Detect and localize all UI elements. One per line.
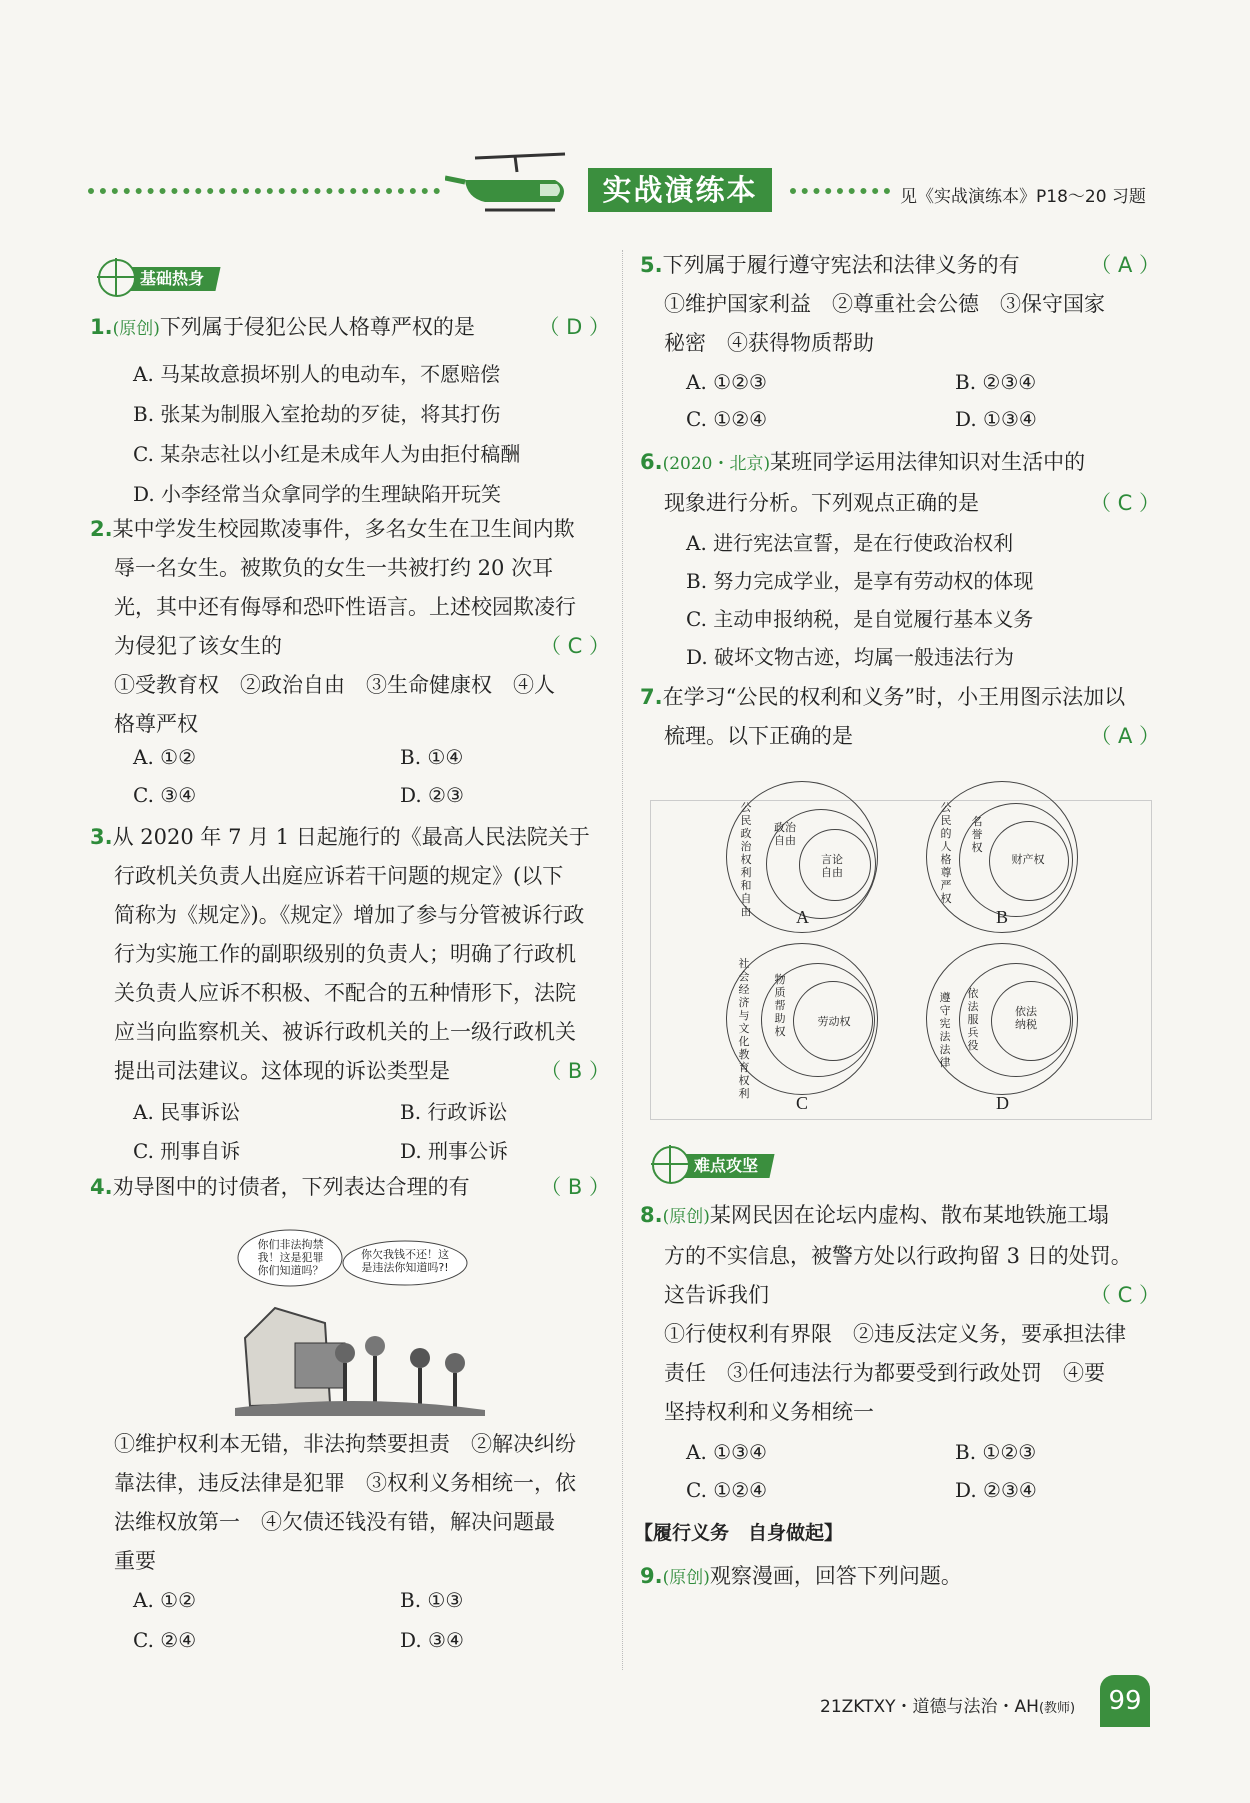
section-warmup: 基础热身 bbox=[98, 263, 258, 293]
q4-option-a: A. ①② bbox=[133, 1588, 197, 1612]
answer-7: （ A ） bbox=[1090, 724, 1160, 748]
q3-option-b: B. 行政诉讼 bbox=[400, 1100, 508, 1124]
q6-option-b: B. 努力完成学业，是享有劳动权的体现 bbox=[686, 569, 1034, 593]
diagram-c-middle-label: 物质帮助权 bbox=[774, 973, 786, 1038]
diagram-a-middle-label: 政治自由 bbox=[774, 821, 796, 847]
q4-option-b: B. ①③ bbox=[400, 1588, 464, 1612]
q1-option-b: B. 张某为制服入室抢劫的歹徒，将其打伤 bbox=[133, 402, 501, 426]
question-8: 8.(原创)某网民因在论坛内虚构、散布某地铁施工塌 方的不实信息，被警方处以行政拘留 3 日的处罚。 这告诉我们 （ C ） ①行使权利有界限 ②违反法定义务，要承担法律 责任 ③任何违法行为都要受到行政处罚 ④要 坚持权利和义务相统一 bbox=[640, 1203, 1160, 1424]
diagram-a-inner-label: 言论自由 bbox=[821, 853, 843, 879]
target-icon bbox=[652, 1146, 690, 1184]
header-dots-left bbox=[88, 188, 440, 194]
q1-option-a: A. 马某故意损坏别人的电动车，不愿赔偿 bbox=[133, 362, 501, 386]
q7-diagrams bbox=[650, 800, 1152, 1120]
q2-option-c: C. ③④ bbox=[133, 783, 197, 807]
q5-option-a: A. ①②③ bbox=[686, 370, 767, 394]
diagram-b-middle-label: 名誉权 bbox=[971, 815, 983, 854]
question-9: 9.(原创)观察漫画，回答下列问题。 bbox=[640, 1564, 962, 1588]
answer-6: （ C ） bbox=[1089, 491, 1160, 515]
diagram-d-outer-label: 遵守宪法法律 bbox=[939, 991, 951, 1069]
q3-option-c: C. 刑事自诉 bbox=[133, 1139, 241, 1163]
q8-option-d: D. ②③④ bbox=[955, 1478, 1037, 1502]
q8-option-a: A. ①③④ bbox=[686, 1440, 767, 1464]
q2-option-d: D. ②③ bbox=[400, 783, 464, 807]
question-1: 1.(原创)下列属于侵犯公民人格尊严权的是 （ D ） bbox=[90, 308, 610, 349]
diagram-d-caption: D bbox=[996, 1093, 1009, 1113]
question-4: 4.劝导图中的讨债者，下列表达合理的有 （ B ） bbox=[90, 1168, 610, 1207]
q2-option-a: A. ①② bbox=[133, 745, 197, 769]
answer-5: （ A ） bbox=[1090, 253, 1160, 277]
q8-option-c: C. ①②④ bbox=[686, 1478, 768, 1502]
question-3: 3.从 2020 年 7 月 1 日起施行的《最高人民法院关于 行政机关负责人出庭应诉若干问题的规定》(以下 简称为《规定》)。《规定》增加了参与分管被诉行政 行为实施工作的副职级别的负责人；明确了行政机 关负责人应诉不积极、不配合的五种情形下，法院 应当向监察机关、被诉行政机关的上一级行政机关 提出司法建议。这体现的诉讼类型是 （ B ） bbox=[90, 818, 610, 1091]
helicopter-icon bbox=[445, 150, 580, 220]
header-dots-right bbox=[790, 188, 890, 194]
q6-option-c: C. 主动申报纳税，是自觉履行基本义务 bbox=[686, 607, 1034, 631]
q5-option-c: C. ①②④ bbox=[686, 407, 768, 431]
diagram-a-outer-label: 公民政治权利和自由 bbox=[740, 801, 752, 918]
diagram-b-outer-label: 公民的人格尊严权 bbox=[940, 801, 952, 905]
diagram-a-caption: A bbox=[796, 907, 809, 927]
question-6: 6.(2020・北京)某班同学运用法律知识对生活中的 现象进行分析。下列观点正确的是 （ C ） bbox=[640, 443, 1160, 523]
speech-bubble-creditor: 你欠我钱不还！这 是违法你知道吗?! bbox=[361, 1248, 449, 1274]
question-7: 7.在学习“公民的权利和义务”时，小王用图示法加以 梳理。以下正确的是 （ A ） bbox=[640, 678, 1160, 756]
column-divider bbox=[622, 250, 623, 1670]
speech-bubble-victim: 你们非法拘禁 我！这是犯罪 你们知道吗？ bbox=[257, 1238, 324, 1277]
q6-option-d: D. 破坏文物古迹，均属一般违法行为 bbox=[686, 645, 1015, 669]
q8-option-b: B. ①②③ bbox=[955, 1440, 1037, 1464]
q2-option-b: B. ①④ bbox=[400, 745, 464, 769]
q3-option-d: D. 刑事公诉 bbox=[400, 1139, 509, 1163]
question-5: 5.下列属于履行遵守宪法和法律义务的有 （ A ） ①维护国家利益 ②尊重社会公德 ③保守国家 秘密 ④获得物质帮助 bbox=[640, 246, 1160, 363]
header-title: 实战演练本 bbox=[588, 168, 772, 212]
diagram-d-middle-label: 依法服兵役 bbox=[967, 987, 979, 1052]
q3-option-a: A. 民事诉讼 bbox=[133, 1100, 241, 1124]
q6-option-a: A. 进行宪法宣誓，是在行使政治权利 bbox=[686, 531, 1014, 555]
subheading: 【履行义务 自身做起】 bbox=[634, 1522, 844, 1544]
answer-1: （ D ） bbox=[538, 315, 610, 339]
diagram-d-inner-label: 依法纳税 bbox=[1015, 1005, 1037, 1031]
diagram-c-outer-label: 社会经济与文化教育权利 bbox=[738, 957, 750, 1100]
answer-4: （ B ） bbox=[540, 1175, 610, 1199]
q4-option-d: D. ③④ bbox=[400, 1628, 464, 1652]
header-reference: 见《实战演练本》P18～20 习题 bbox=[900, 187, 1146, 207]
q5-option-d: D. ①③④ bbox=[955, 407, 1037, 431]
answer-3: （ B ） bbox=[540, 1059, 610, 1083]
diagram-b-inner-label: 财产权 bbox=[1011, 853, 1045, 866]
answer-2: （ C ） bbox=[539, 634, 610, 658]
question-2: 2.某中学发生校园欺凌事件，多名女生在卫生间内欺 辱一名女生。被欺负的女生一共被打约 20 次耳 光，其中还有侮辱和恐吓性语言。上述校园欺凌行 为侵犯了该女生的 （ C ） ①受教育权 ②政治自由 ③生命健康权 ④人 格尊严权 bbox=[90, 517, 610, 736]
q1-option-c: C. 某杂志社以小红是未成年人为由拒付稿酬 bbox=[133, 442, 521, 466]
page-number: 99 bbox=[1100, 1675, 1150, 1727]
q1-option-d: D. 小李经常当众拿同学的生理缺陷开玩笑 bbox=[133, 482, 502, 506]
footer-code: 21ZKTXY・道德与法治・AH(教师) bbox=[820, 1697, 1076, 1717]
cartoon-illustration bbox=[235, 1228, 485, 1416]
diagram-c-caption: C bbox=[796, 1093, 809, 1113]
q4-items: ①维护权利本无错，非法拘禁要担责 ②解决纠纷 靠法律，违反法律是犯罪 ③权利义务相统一，依 法维权放第一 ④欠债还钱没有错，解决问题最 重要 bbox=[114, 1432, 576, 1573]
target-icon bbox=[98, 259, 136, 297]
answer-8: （ C ） bbox=[1089, 1283, 1160, 1307]
section-difficulty: 难点攻坚 bbox=[652, 1150, 812, 1180]
q5-option-b: B. ②③④ bbox=[955, 370, 1037, 394]
q4-option-c: C. ②④ bbox=[133, 1628, 197, 1652]
diagram-c-inner-label: 劳动权 bbox=[817, 1015, 851, 1028]
diagram-b-caption: B bbox=[996, 907, 1009, 927]
